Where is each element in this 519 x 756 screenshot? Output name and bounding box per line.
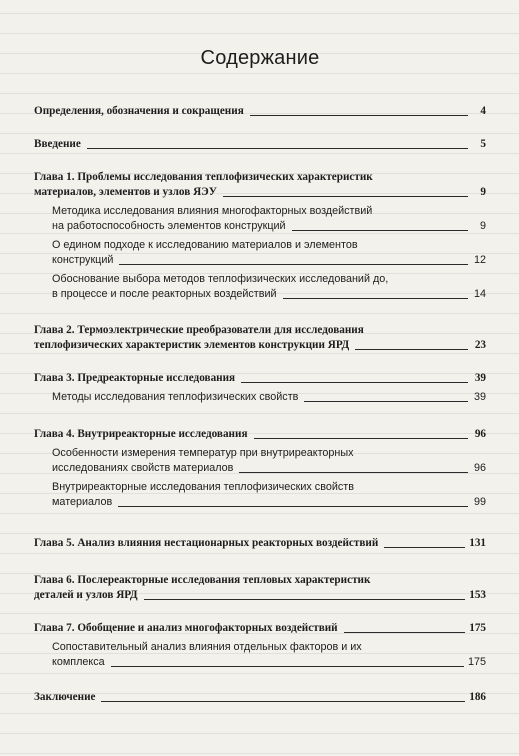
toc-entry-text-line: Глава 5. Анализ влияния нестационарных реакторных воздействий [34,537,379,549]
toc-section-entry[interactable] [34,480,486,510]
toc-entry-text-line: Глава 1. Проблемы исследования теплофизических характеристик [34,171,373,183]
toc-leader-line [254,438,468,439]
toc-leader-line [239,472,468,473]
toc-entry-text-line: Глава 2. Термоэлектрические преобразователи для исследования [34,324,364,336]
toc-leader-line [223,196,468,197]
toc-entry-last-line [34,690,486,705]
toc-leader-line [344,632,466,633]
toc-leader-line [101,701,465,702]
toc-entry-text-line: Глава 7. Обобщение и анализ многофакторных воздействий [34,622,338,634]
toc-leader-line [87,148,468,149]
toc-entry-text-line: деталей и узлов ЯРД [34,589,138,601]
toc-entry-last-line [34,104,486,119]
toc-entry-text-line: конструкций [52,254,114,266]
toc-entry-text-line: Особенности измерения температур при внутриреакторных [52,447,354,459]
toc-entry-last-line [52,461,486,476]
toc-entry-text-line: Глава 4. Внутриреакторные исследования [34,428,248,440]
toc-leader-line [111,666,464,667]
toc-entry-text-line: Обоснование выбора методов теплофизических исследований до, [52,273,389,285]
toc-list [34,104,486,705]
toc-page-number: 96 [473,462,486,474]
toc-entry-text-line: теплофизических характеристик элементов конструкции ЯРД [34,339,350,351]
toc-leader-line [250,115,468,116]
toc-chapter-entry[interactable] [34,104,486,119]
toc-leader-line [119,264,468,265]
toc-leader-line [384,547,465,548]
toc-entry-text-line: Методы исследования теплофизических свойств [52,391,299,403]
toc-entry-last-line [34,338,486,353]
toc-entry-text-line: исследованиях свойств материалов [52,462,234,474]
toc-section-entry[interactable] [34,390,486,405]
toc-entry-last-line [34,536,486,551]
toc-page-number: 99 [473,496,486,508]
toc-section-entry[interactable] [34,204,486,234]
toc-page-number: 175 [469,622,486,634]
page-title: Содержание [200,47,320,69]
toc-entry-last-line [52,495,486,510]
toc-entry-text-line: комплекса [52,656,105,668]
toc-entry-last-line [52,655,486,670]
toc-leader-line [283,298,468,299]
toc-leader-line [355,349,468,350]
toc-entry-text-line: О едином подходе к исследованию материалов и элементов [52,239,358,251]
toc-page-number: 12 [473,254,486,266]
toc-entry-last-line [34,371,486,386]
toc-entry-text-line: в процессе и после реакторных воздействий [52,288,277,300]
toc-entry-text-line: Сопоставительный анализ влияния отдельных факторов и их [52,641,362,653]
toc-page-number: 14 [473,288,486,300]
toc-entry-text-line: Введение [34,138,81,150]
toc-chapter-entry[interactable] [34,573,486,603]
toc-entry-last-line [34,427,486,442]
toc-page-number: 9 [479,220,486,232]
toc-entry-text-line: материалов [52,496,113,508]
toc-section-entry[interactable] [34,272,486,302]
toc-entry-text-line: Заключение [34,691,96,703]
toc-page [34,38,486,705]
toc-section-entry[interactable] [34,640,486,670]
toc-chapter-entry[interactable] [34,621,486,636]
toc-leader-line [118,506,468,507]
toc-page-number: 4 [480,105,486,117]
toc-entry-last-line [34,621,486,636]
toc-chapter-entry[interactable] [34,137,486,152]
toc-entry-text-line: Глава 6. Послереакторные исследования тепловых характеристик [34,574,371,586]
toc-page-number: 39 [473,391,486,403]
toc-page-number: 9 [480,186,486,198]
toc-leader-line [241,382,468,383]
toc-entry-last-line [34,588,486,603]
toc-entry-last-line [52,390,486,405]
toc-entry-text-line: Внутриреакторные исследования теплофизических свойств [52,481,354,493]
toc-chapter-entry[interactable] [34,170,486,200]
toc-leader-line [304,401,468,402]
toc-page-number: 131 [469,537,486,549]
toc-page-number: 175 [467,656,486,668]
toc-entry-last-line [52,253,486,268]
toc-page-number: 5 [480,138,486,150]
toc-entry-last-line [52,287,486,302]
toc-section-entry[interactable] [34,238,486,268]
toc-entry-last-line [34,137,486,152]
toc-entry-text-line: Глава 3. Предреакторные исследования [34,372,236,384]
toc-entry-last-line [34,185,486,200]
toc-leader-line [144,599,466,600]
toc-chapter-entry[interactable] [34,323,486,353]
toc-entry-text-line: Определения, обозначения и сокращения [34,105,244,117]
toc-section-entry[interactable] [34,446,486,476]
toc-page-number: 96 [474,428,486,440]
toc-chapter-entry[interactable] [34,690,486,705]
toc-entry-text-line: Методика исследования влияния многофакторных воздействий [52,205,373,217]
toc-chapter-entry[interactable] [34,371,486,386]
toc-entry-text-line: на работоспособность элементов конструкций [52,220,286,232]
toc-page-number: 186 [469,691,486,703]
toc-page-number: 23 [474,339,486,351]
toc-leader-line [292,230,468,231]
toc-page-number: 39 [474,372,486,384]
toc-page-number: 153 [469,589,486,601]
toc-chapter-entry[interactable] [34,536,486,551]
toc-entry-last-line [52,219,486,234]
toc-entry-text-line: материалов, элементов и узлов ЯЭУ [34,186,217,198]
toc-chapter-entry[interactable] [34,427,486,442]
